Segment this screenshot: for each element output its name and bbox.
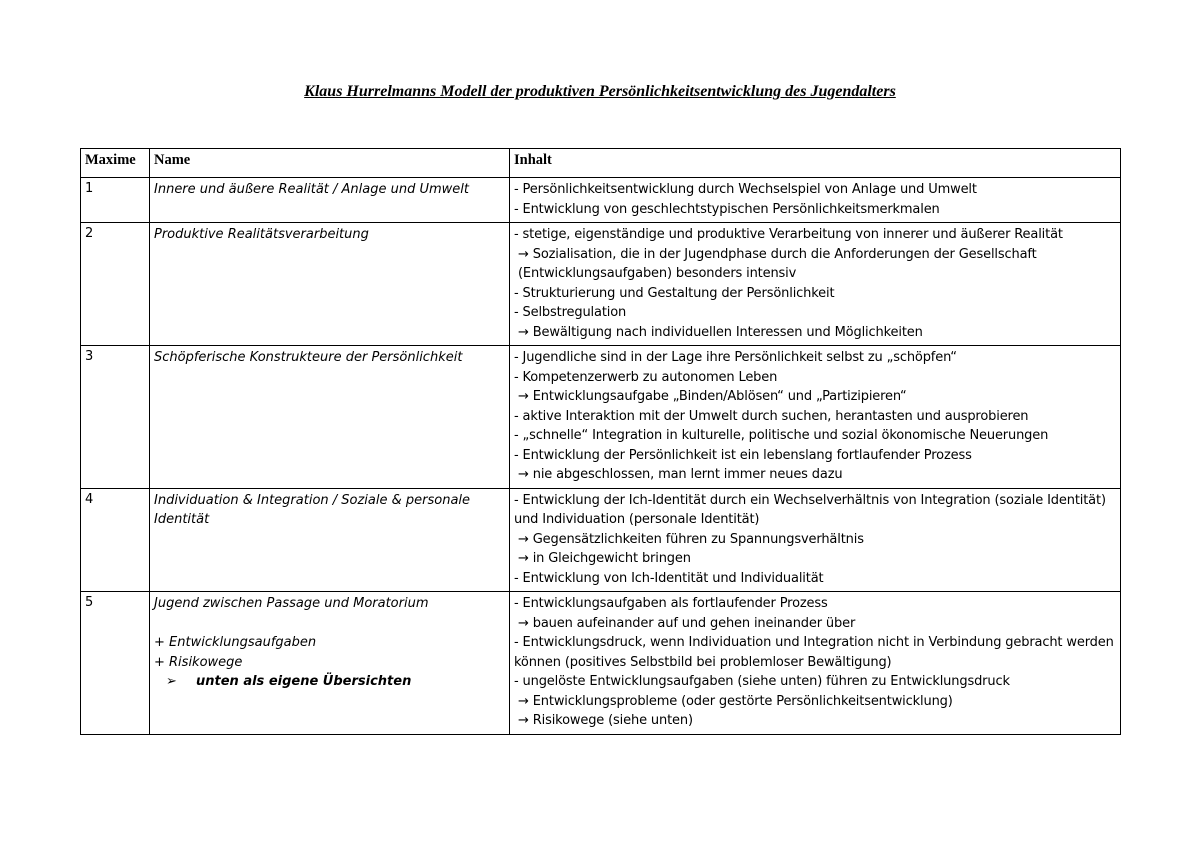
- content-line: - ungelöste Entwicklungsaufgaben (siehe unten) führen zu Entwicklungsdruck: [514, 674, 1010, 689]
- document-title: Klaus Hurrelmanns Modell der produktiven Persönlichkeitsentwicklung des Jugendalters: [304, 83, 896, 100]
- maxime-number: 1: [81, 178, 150, 223]
- maxime-number: 3: [81, 346, 150, 489]
- maxime-name: Produktive Realitätsverarbeitung: [150, 223, 510, 346]
- maxime-number: 5: [81, 592, 150, 735]
- content-line: → Entwicklungsaufgabe „Binden/Ablösen“ und „Partizipieren“: [518, 389, 907, 404]
- header-name: Name: [150, 149, 510, 178]
- content-line: - Entwicklung von geschlechtstypischen Persönlichkeitsmerkmalen: [514, 201, 940, 217]
- table-row: [81, 346, 1121, 489]
- content-line: → nie abgeschlossen, man lernt immer neues dazu: [518, 467, 843, 482]
- sub-item: + Entwicklungsaufgaben: [154, 635, 317, 650]
- content-line: - Entwicklung von Ich-Identität und Individualität: [514, 570, 824, 586]
- content-line: → Entwicklungsprobleme (oder gestörte Persönlichkeitsentwicklung): [518, 693, 953, 709]
- content-line: → Gegensätzlichkeiten führen zu Spannungsverhältnis: [518, 531, 864, 547]
- content-line: → Bewältigung nach individuellen Interessen und Möglichkeiten: [518, 324, 923, 340]
- maxime-content: [510, 592, 1121, 735]
- maxime-number: 2: [81, 223, 150, 346]
- maxime-content: [510, 223, 1121, 346]
- maxime-name: Innere und äußere Realität / Anlage und Umwelt: [150, 178, 510, 223]
- content-line: - Persönlichkeitsentwicklung durch Wechselspiel von Anlage und Umwelt: [514, 182, 977, 197]
- table-row: [81, 592, 1121, 735]
- content-line: - Entwicklungsaufgaben als fortlaufender Prozess: [514, 596, 828, 611]
- content-line: - stetige, eigenständige und produktive Verarbeitung von innerer und äußerer Realität: [514, 227, 1063, 242]
- content-line: → bauen aufeinander auf und gehen ineinander über: [518, 615, 856, 631]
- table-row: [81, 488, 1121, 592]
- content-line: - Kompetenzerwerb zu autonomen Leben: [514, 369, 778, 385]
- bold-note: [154, 672, 505, 692]
- content-line: - Entwicklung der Persönlichkeit ist ein lebenslang fortlaufender Prozess: [514, 447, 972, 463]
- content-line: → Sozialisation, die in der Jugendphase durch die Anforderungen der Gesellschaft (Entwicklungsaufgaben) besonders intensiv: [518, 246, 1037, 281]
- content-line: - „schnelle“ Integration in kulturelle, politische und sozial ökonomische Neuerungen: [514, 428, 1049, 443]
- bold-note-text: unten als eigene Übersichten: [196, 674, 412, 689]
- content-line: - Entwicklung der Ich-Identität durch ein Wechselverhältnis von Integration (soziale Identität) und Individuation (personale Identität): [514, 492, 1106, 527]
- table-row: [81, 223, 1121, 346]
- table-header-row: [81, 149, 1121, 178]
- arrowhead-bullet-icon: ➢: [166, 674, 177, 689]
- maxime-content: [510, 178, 1121, 223]
- content-line: - Selbstregulation: [514, 305, 627, 320]
- content-line: → Risikowege (siehe unten): [518, 713, 693, 728]
- content-line: - aktive Interaktion mit der Umwelt durch suchen, herantasten und ausprobieren: [514, 408, 1029, 424]
- content-line: - Strukturierung und Gestaltung der Persönlichkeit: [514, 285, 835, 301]
- maxim-table: [80, 148, 1121, 735]
- maxime-content: [510, 346, 1121, 489]
- sub-item: + Risikowege: [154, 654, 243, 670]
- maxime-name-text: Jugend zwischen Passage und Moratorium: [154, 596, 429, 611]
- maxime-number: 4: [81, 488, 150, 592]
- content-line: - Entwicklungsdruck, wenn Individuation und Integration nicht in Verbindung gebracht werden können (positives Selbstbild bei problemloser Bewältigung): [514, 635, 1114, 670]
- spacer: [154, 614, 505, 634]
- header-maxime: Maxime: [81, 149, 150, 178]
- table-row: [81, 178, 1121, 223]
- maxime-name: [150, 592, 510, 735]
- maxime-name: Schöpferische Konstrukteure der Persönlichkeit: [150, 346, 510, 489]
- content-line: → in Gleichgewicht bringen: [518, 551, 691, 566]
- maxime-name: Individuation & Integration / Soziale & personale Identität: [150, 488, 510, 592]
- header-inhalt: Inhalt: [510, 149, 1121, 178]
- content-line: - Jugendliche sind in der Lage ihre Persönlichkeit selbst zu „schöpfen“: [514, 350, 957, 365]
- maxime-content: [510, 488, 1121, 592]
